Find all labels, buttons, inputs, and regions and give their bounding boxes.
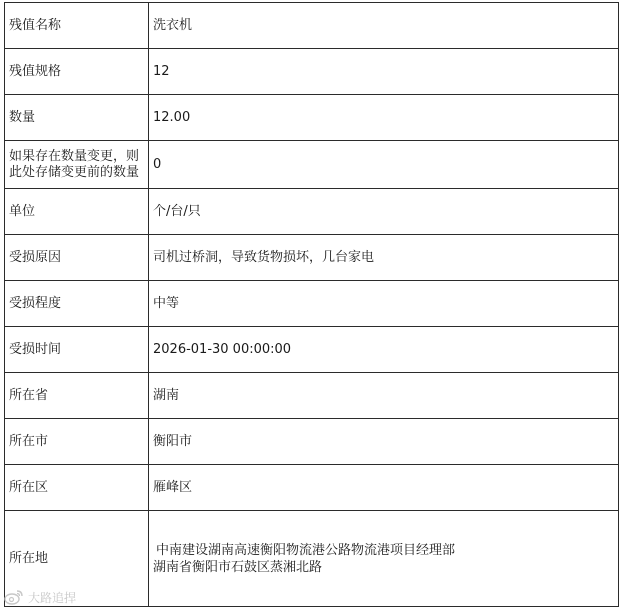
row-label-district: 所在区 [5, 465, 149, 511]
row-value-quantity: 12.00 [149, 95, 619, 141]
row-value-province: 湖南 [149, 373, 619, 419]
row-value-unit: 个/台/只 [149, 189, 619, 235]
table-row [5, 141, 619, 189]
table-row [5, 235, 619, 281]
row-label-salvage-spec: 残值规格 [5, 49, 149, 95]
row-value-damage-time: 2026-01-30 00:00:00 [149, 327, 619, 373]
table-row [5, 95, 619, 141]
row-value-city: 衡阳市 [149, 419, 619, 465]
row-value-salvage-spec: 12 [149, 49, 619, 95]
table-row [5, 511, 619, 607]
row-label-city: 所在市 [5, 419, 149, 465]
row-value-location [149, 511, 619, 607]
location-line-2: 湖南省衡阳市石鼓区蒸湘北路 [153, 559, 323, 575]
row-label-damage-time: 受损时间 [5, 327, 149, 373]
row-label-damage-degree: 受损程度 [5, 281, 149, 327]
table-row [5, 419, 619, 465]
row-label-damage-cause: 受损原因 [5, 235, 149, 281]
location-line-1: 中南建设湖南高速衡阳物流港公路物流港项目经理部 [156, 542, 456, 558]
table-row [5, 189, 619, 235]
row-label-salvage-name: 残值名称 [5, 3, 149, 49]
row-value-damage-cause: 司机过桥洞，导致货物损坏，几台家电 [149, 235, 619, 281]
row-label-unit: 单位 [5, 189, 149, 235]
row-value-salvage-name: 洗衣机 [149, 3, 619, 49]
table-row [5, 3, 619, 49]
table-row [5, 373, 619, 419]
row-label-quantity: 数量 [5, 95, 149, 141]
watermark-text: 大路追捍 [28, 590, 77, 605]
table-row [5, 327, 619, 373]
row-value-previous-quantity: 0 [149, 141, 619, 189]
row-label-location: 所在地 [5, 511, 149, 607]
table-row [5, 281, 619, 327]
table-row [5, 465, 619, 511]
table-row [5, 49, 619, 95]
row-label-province: 所在省 [5, 373, 149, 419]
row-value-damage-degree: 中等 [149, 281, 619, 327]
row-value-district: 雁峰区 [149, 465, 619, 511]
asset-detail-table [4, 2, 619, 607]
row-label-previous-quantity: 如果存在数量变更，则此处存储变更前的数量 [5, 141, 149, 189]
